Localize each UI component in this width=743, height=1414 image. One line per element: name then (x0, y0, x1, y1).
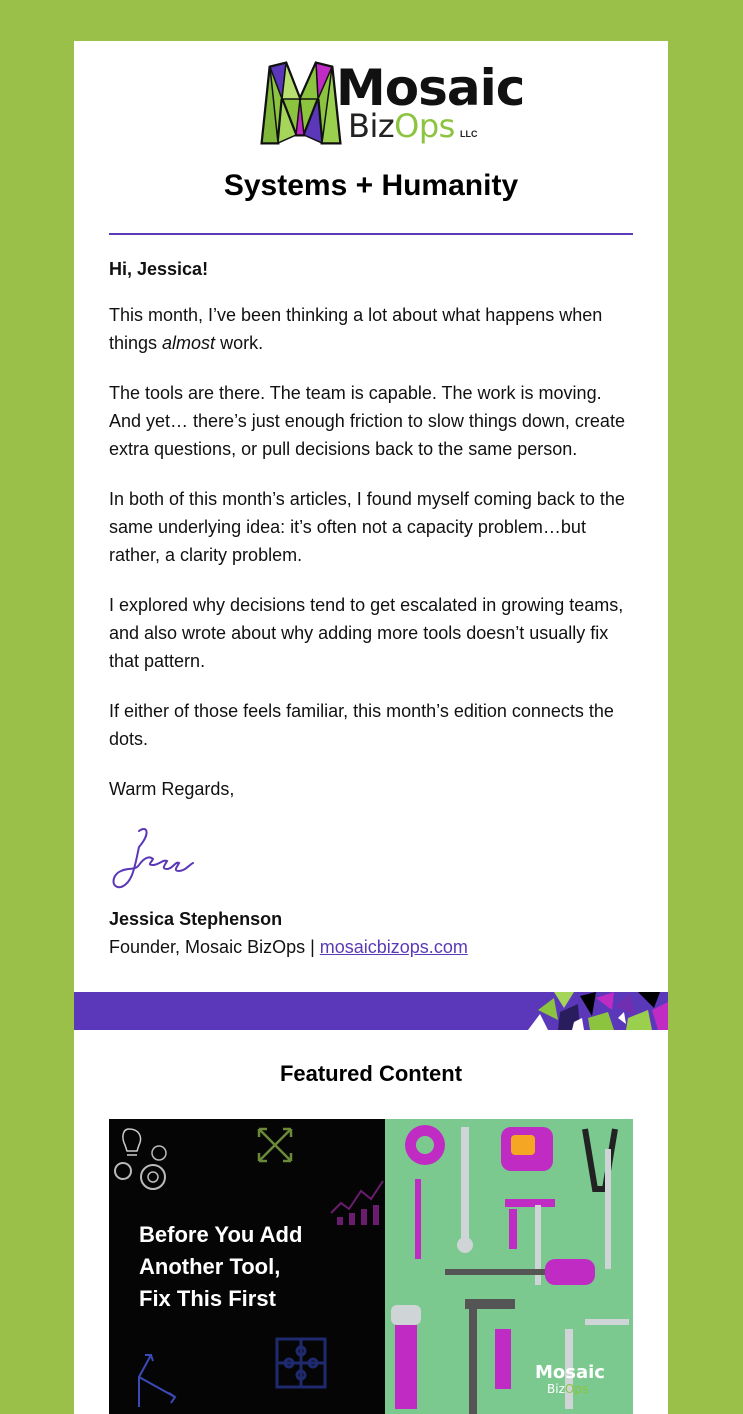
mosaic-m-logo-icon (260, 59, 342, 145)
hero-badge-word-1: Mosaic (535, 1362, 605, 1383)
hero-badge-biz: Biz (547, 1382, 565, 1396)
paragraph-5: If either of those feels familiar, this month’s edition connects the dots. (109, 701, 614, 749)
featured-article-image[interactable] (109, 1119, 633, 1414)
branch-arrows-icon (109, 1347, 189, 1411)
lightbulb-gears-icon (109, 1121, 179, 1201)
signature-role-text: Founder, Mosaic BizOps | (109, 937, 320, 957)
signature-icon (109, 825, 199, 891)
arrows-expand-icon (255, 1125, 295, 1165)
hero-badge-ops: Ops (564, 1382, 589, 1396)
hero-title-line-2: Another Tool, (139, 1254, 281, 1279)
paragraph-1 (109, 301, 637, 357)
signature-name: Jessica Stephenson (109, 909, 283, 929)
divider (109, 233, 633, 235)
mosaic-pattern-icon (518, 992, 668, 1030)
newsletter-card (74, 41, 668, 1414)
logo-word-mosaic: Mosaic (336, 59, 525, 117)
logo-llc: LLC (460, 129, 478, 139)
hero-left-panel (109, 1119, 385, 1414)
featured-heading: Featured Content (279, 1061, 463, 1086)
hero-badge-word-2 (535, 1381, 631, 1397)
hero-title (139, 1219, 379, 1315)
logo-word-bizops (348, 107, 455, 145)
signature-role (109, 937, 468, 958)
greeting: Hi, Jessica! (109, 259, 209, 279)
hero-title-line-1: Before You Add (139, 1222, 303, 1247)
hero-title-line-3: Fix This First (139, 1286, 276, 1311)
paragraph-3: In both of this month’s articles, I found myself coming back to the same underlying idea: it’s often not a capacity problem…but rather, a clarity problem. (109, 489, 625, 565)
closing: Warm Regards, (109, 779, 235, 799)
tagline: Systems + Humanity (223, 169, 519, 202)
paragraph-4: I explored why decisions tend to get escalated in growing teams, and also wrote about why adding more tools doesn’t usually fix that pattern. (109, 595, 624, 671)
paragraph-1-b: work. (215, 333, 264, 353)
logo-word-ops: Ops (394, 107, 455, 145)
website-link[interactable]: mosaicbizops.com (319, 937, 468, 957)
purple-band (74, 992, 668, 1030)
mosaic-bizops-logo[interactable] (260, 59, 525, 147)
letter-body (109, 255, 637, 803)
paragraph-2: The tools are there. The team is capable. The work is moving. And yet… there’s just enough friction to slow things down, create extra questions, or pull decisions back to the same person. (109, 383, 625, 459)
paragraph-1-a: This month, I’ve been thinking a lot about what happens when things (109, 305, 603, 353)
paragraph-1-emphasis: almost (162, 333, 216, 353)
logo-word-biz: Biz (348, 107, 395, 145)
hero-badge (535, 1362, 631, 1397)
hero-right-panel (385, 1119, 633, 1414)
puzzle-icon (267, 1329, 347, 1409)
